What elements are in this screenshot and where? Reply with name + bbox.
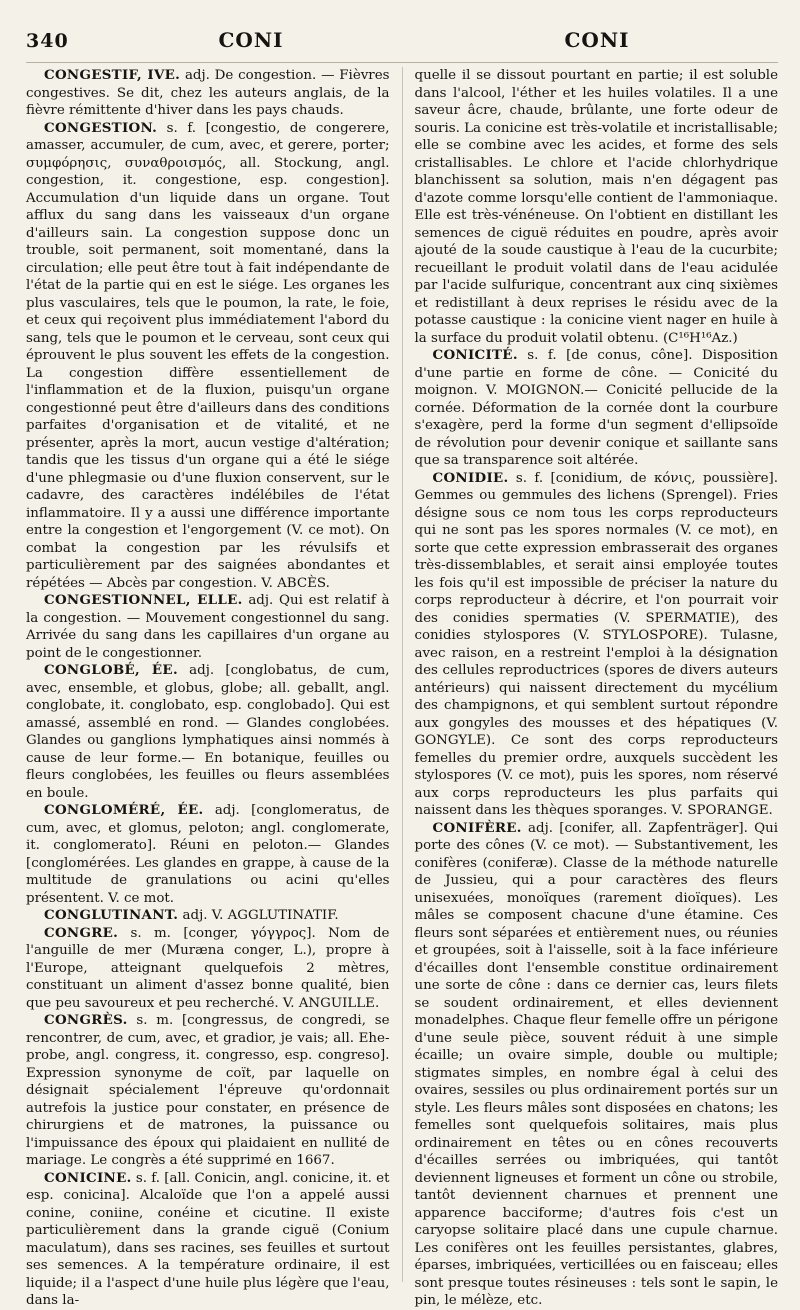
text-columns: [26, 67, 778, 1308]
entry-headword: CONGLOMÉRÉ, ÉE.: [44, 802, 204, 818]
entry-text: s. f. [all. Conicin, angl. conicine, it. et esp. conicina]. Alcaloïde que l'on a appelé aussi conine, coniine, conéine et cicutine. Il existe particulièrement dans la grande ciguë (Conium maculatum), dans ses racines, ses feuilles et surtout ses semences. A la température ordinaire, il est liquide; il a l'aspect d'une huile plus légère que l'eau, dans la-: [26, 1170, 390, 1308]
dictionary-entry: [26, 592, 390, 662]
entry-headword: CONGRÈS.: [44, 1012, 128, 1028]
left-column: [26, 67, 402, 1308]
running-header: [26, 28, 778, 63]
entry-headword: CONGESTIONNEL, ELLE.: [44, 592, 243, 608]
entry-text: s. f. [conidium, de κόνις, poussière]. Gemmes ou gemmules des lichens (Sprengel). Fries désigne sous ce nom tous les corps reproducteurs qui ne sont pas les spores normales (V. ce mot), en sorte que cette expression embrasserait des organes très-dissemblables, et serait ainsi employée toutes les fois qu'il est impossible de préciser la nature du corps reproducteur à décrire, et l'on pourrait voir des conidies spermaties (V. SPERMATIE), des conidies stylospores (V. STYLOSPORE). Tulasne, avec raison, en a restreint l'emploi à la désignation des cellules reproductrices (spores de divers auteurs antérieurs) qui naissent directement du mycélium des champignons, et qui semblent surtout répondre aux gongyles des mousses et des hépatiques (V. GONGYLE). Ce sont des corps reproducteurs femelles du premier ordre, auxquels succèdent les stylospores (V. ce mot), puis les spores, nom réservé aux corps reproducteurs les plus parfaits qui naissent dans les thèques sporanges. V. SPORANGE.: [414, 470, 778, 818]
entry-text: s. f. [de conus, cône]. Disposition d'une partie en forme de cône. — Conicité du moignon. V. MOIGNON.— Conicité pellucide de la cornée. Déformation de la cornée dont la courbure s'exagère, perd la forme d'un segment d'ellipsoïde de révolution pour devenir conique et saillante sans que sa transparence soit altérée.: [414, 348, 778, 468]
dictionary-entry: [26, 1170, 390, 1310]
dictionary-entry: [26, 925, 390, 1013]
entry-text: adj. V. AGGLUTINATIF.: [182, 908, 339, 923]
page-number: 340: [26, 30, 69, 52]
entry-headword: CONGLUTINANT.: [44, 907, 179, 923]
entry-headword: CONGRE.: [44, 924, 119, 941]
dictionary-entry: [415, 347, 779, 470]
entry-text: adj. [conifer, all. Zapfenträger]. Qui porte des cônes (V. ce mot). — Substantivement, les conifères (coniferæ). Classe de la méthode naturelle de Jussieu, qui a pour caractères des fleurs unisexuées, monoïques (rarement dioïques). Les mâles se composent chacune d'une étamine. Ces fleurs sont séparées et entièrement nues, ou réunies et groupées, soit à l'aisselle, soit à la face inférieure d'écailles dont l'ensemble constitue ordinairement une sorte de cône : dans ce dernier cas, leurs filets se soudent ordinairement, et elles deviennent monadelphes. Chaque fleur femelle offre un périgone d'une seule pièce, souvent réduit à une simple écaille; un ovaire simple, double ou multiple; stigmates simples, en nombre égal à celui des ovaires, sessiles ou plus ordinairement portés sur un style. Les fleurs mâles sont disposées en chatons; les femelles sont quelquefois solitaires, mais plus ordinairement en têtes ou en cônes recouverts d'écailles serrées ou imbriquées, qui tantôt deviennent ligneuses et forment un cône ou strobile, tantôt deviennent charnues et prennent une apparence bacciforme; d'autres fois c'est un caryopse solitaire placé dans une cupule charnue. Les conifères ont les feuilles persistantes, glabres, éparses, imbriquées, verticillées ou en faisceau; elles sont presque toutes résineuses : tels sont le sapin, le pin, le mélèze, etc.: [414, 820, 778, 1308]
entry-headword: CONGESTIF, IVE.: [44, 67, 181, 83]
dictionary-entry: [26, 662, 390, 802]
left-running-head: CONI: [218, 28, 284, 52]
right-column: [402, 67, 779, 1308]
dictionary-entry: [26, 802, 390, 907]
entry-headword: CONICINE.: [44, 1169, 132, 1186]
entry-headword: CONIDIE.: [432, 469, 509, 486]
dictionary-entry: [26, 1012, 390, 1170]
entry-text: adj. [conglobatus, de cum, avec, ensemble, et globus, globe; all. geballt, angl. conglobate, it. conglobato, esp. conglobado]. Qui est amassé, assemblé en rond. — Glandes conglobées. Glandes ou ganglions lymphatiques ainsi nommés à cause de leur forme.— En botanique, feuilles ou fleurs conglobées, les feuilles ou fleurs assemblées en boule.: [26, 663, 390, 801]
entry-headword: CONIFÈRE.: [432, 819, 522, 836]
entry-continuation: quelle il se dissout pourtant en partie; il est soluble dans l'alcool, l'éther et les huiles volatiles. Il a une saveur âcre, chaude, brûlante, une forte odeur de souris. La conicine est très-volatile et incristallisable; elle se combine avec les acides, et forme des sels cristallisables. Le chlore et l'acide chlorhydrique blanchissent sa solution, mais n'en dégagent pas d'azote comme lorsqu'elle contient de l'ammoniaque. Elle est très-vénéneuse. On l'obtient en distillant les semences de ciguë réduites en poudre, après avoir ajouté de la soude caustique à l'eau de la cucurbite; recueillant le produit volatil dans de l'eau acidulée par l'acide sulfurique, concentrant aux cinq sixièmes et redistillant à deux reprises le résidu avec de la potasse caustique : la conicine vient nager en huile à la surface du produit volatil obtenu. (C¹⁶H¹⁶Az.): [414, 68, 778, 346]
entry-text: adj. [conglomeratus, de cum, avec, et glomus, peloton; angl. conglomerate, it. conglomerato]. Réuni en peloton.— Glandes [conglomérées. Les glandes en grappe, à cause de la multitude de granulations ou acini qu'elles présentent. V. ce mot.: [26, 803, 390, 906]
dictionary-entry: [415, 470, 779, 820]
entry-text: s. f. [congestio, de congerere, amasser, accumuler, de cum, avec, et gerere, porter; συμφόρησις, συναθροισμός, all. Stockung, angl. congestion, it. congestione, esp. congestion]. Accumulation d'un liquide dans un organe. Tout afflux du sang dans les vaisseaux d'un organe d'ailleurs sain. La congestion suppose donc un trouble, soit permanent, soit momentané, dans la circulation; elle peut être tout à fait indépendante de l'état de la partie qui en est le siége. Les organes les plus vasculaires, tels que le poumon, la rate, le foie, et ceux qui reçoivent plus immédiatement l'abord du sang, tels que le poumon et le cerveau, sont ceux qui éprouvent le plus souvent les effets de la congestion. La congestion diffère essentiellement de l'inflammation et de la fluxion, puisqu'un organe congestionné peut être d'ailleurs dans des conditions parfaites d'organisation et de vitalité, et ne présenter, après la mort, aucun vestige d'altération; tandis que les tissus d'un organe qui a été le siége d'une phlegmasie ou d'une fluxion conservent, sur le cadavre, des caractères indélébiles de l'état inflammatoire. Il y a aussi une différence importante entre la congestion et l'engorgement (V. ce mot). On combat la congestion par les révulsifs et particulièrement par des saignées abondantes et répétées — Abcès par congestion. V. ABCÈS.: [26, 120, 390, 591]
entry-headword: CONGLOBÉ, ÉE.: [44, 662, 178, 678]
entry-text: s. m. [congressus, de congredi, se rencontrer, de cum, avec, et gradior, je vais; all. Ehe-probe, angl. congress, it. congresso, esp. congreso]. Expression synonyme de coït, par laquelle on désignait spécialement l'épreuve qu'ordonnait autrefois la justice pour constater, en présence de chirurgiens et de matrones, la puissance ou l'impuissance des époux qui plaidaient en nullité de mariage. Le congrès a été supprimé en 1667.: [26, 1013, 390, 1168]
entry-headword: CONGESTION.: [44, 119, 158, 136]
dictionary-entry: [26, 67, 390, 120]
entry-text: adj. Qui est relatif à la congestion. — Mouvement congestionnel du sang. Arrivée du sang dans les capillaires d'un organe au point de le congestionner.: [26, 593, 390, 661]
entry-headword: CONICITÉ.: [432, 347, 518, 363]
entry-text: adj. De congestion. — Fièvres congestives. Se dit, chez les auteurs anglais, de la fièvre rémittente d'hiver dans les pays chauds.: [26, 68, 390, 118]
right-running-head: CONI: [564, 28, 630, 52]
dictionary-entry: [26, 120, 390, 593]
dictionary-entry: [415, 820, 779, 1310]
dictionary-entry: [26, 907, 390, 925]
entry-text: s. m. [conger, γόγγρος]. Nom de l'anguille de mer (Muræna conger, L.), propre à l'Europe, atteignant quelquefois 2 mètres, constituant un aliment d'assez bonne qualité, bien que peu savoureux et peu recherché. V. ANGUILLE.: [26, 925, 390, 1011]
